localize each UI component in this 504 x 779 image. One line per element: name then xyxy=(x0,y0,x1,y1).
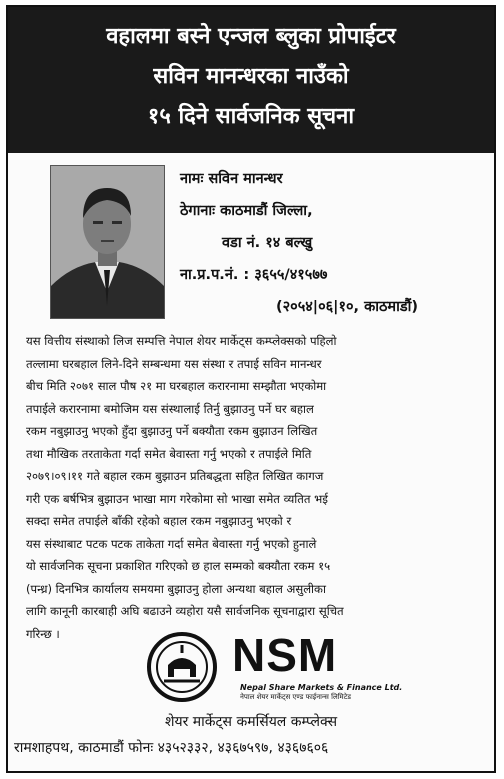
person-photo xyxy=(50,165,165,319)
public-notice xyxy=(6,5,496,773)
body-line: यस वित्तीय संस्थाको लिज सम्पत्ति नेपाल शेयर मार्केट्स कम्प्लेक्सको पहिलो xyxy=(26,334,337,348)
body-line: रकम नबुझाउनु भएको हुँदा बुझाउनु पर्ने बक्यौता रकम बुझाउन लिखित xyxy=(26,424,318,438)
person-address: ठेगानाः काठमाडौं जिल्ला, xyxy=(180,203,313,219)
notice-body xyxy=(26,330,486,645)
body-line: तपाईले करारनामा बमोजिम यस संस्थालाई तिर्नु बुझाउनु पर्ने घर बहाल xyxy=(26,401,314,416)
footer-contact: रामशाहपथ, काठमाडौं फोनः ४३५२३३२, ४३६७५९७, ४३६७६०६ xyxy=(14,740,329,756)
person-info xyxy=(180,163,418,323)
citizenship-number: ना.प्र.प.नं. : ३६५५/४१५७७ xyxy=(180,267,328,283)
body-line: यस संस्थाबाट पटक पटक ताकेता गर्दा समेत बेवास्ता गर्नु भएको हुनाले xyxy=(26,536,317,551)
profile-section xyxy=(8,153,494,323)
body-line: तल्लामा घरबहाल लिने-दिने सम्बन्धमा यस संस्था र तपाई सविन मानन्धर xyxy=(26,356,322,371)
header-line-3: १५ दिने सार्वजनिक सूचना xyxy=(147,104,355,129)
notice-header xyxy=(8,7,494,153)
body-line: सक्दा समेत तपाईले बाँकी रहेको बहाल रकम नबुझाउनु भएको र xyxy=(26,514,292,528)
body-line: बीच मिति २०७१ साल पौष २१ मा घरबहाल करारनामा सम्झौता भएकोमा xyxy=(26,379,327,393)
body-line: लागि कानूनी कारबाही अघि बढाउने व्यहोरा यसै सार्वजनिक सूचनाद्वारा सूचित xyxy=(26,604,344,618)
body-line: २०७९।०९।११ गते बहाल रकम बुझाउन प्रतिबद्धता सहित लिखित कागज xyxy=(26,469,324,483)
company-name-en: Nepal Share Markets & Finance Ltd. xyxy=(240,683,403,692)
body-line: तथा मौखिक तरताकेता गर्दा समेत बेवास्ता गर्नु भएको र तपाईले मिति xyxy=(26,446,312,461)
body-line: (पन्ध्र) दिनभित्र कार्यालय समयमा बुझाउनु होला अन्यथा बहाल असुलीका xyxy=(26,581,326,596)
seal-icon xyxy=(144,631,222,703)
footer-complex: शेयर मार्केट्स कमर्सियल कम्प्लेक्स xyxy=(164,714,338,730)
body-line: गरिन्छ । xyxy=(26,626,60,641)
person-name: नामः सविन मानन्धर xyxy=(180,171,283,187)
header-line-2: सविन मानन्धरका नाउँको xyxy=(153,64,349,89)
citizenship-issue: (२०५४|०६|१०, काठमाडौं) xyxy=(276,299,418,315)
header-line-1: वहालमा बस्ने एन्जल ब्लुका प्रोपाईटर xyxy=(106,24,396,49)
nsm-brand: NSM xyxy=(232,629,338,681)
company-name-np: नेपाल शेयर मार्केट्स एण्ड फाईनान्स लिमिटेड xyxy=(240,693,351,701)
body-line: गरी एक बर्षभित्र बुझाउन भाखा माग गरेकोमा सो भाखा समेत व्यतित भई xyxy=(26,491,329,506)
person-ward: वडा नं. १४ बल्खु xyxy=(222,235,313,251)
nsm-logo xyxy=(144,629,403,705)
body-line: यो सार्वजनिक सूचना प्रकाशित गरिएको छ हाल सम्मको बक्यौता रकम १५ xyxy=(26,559,331,573)
